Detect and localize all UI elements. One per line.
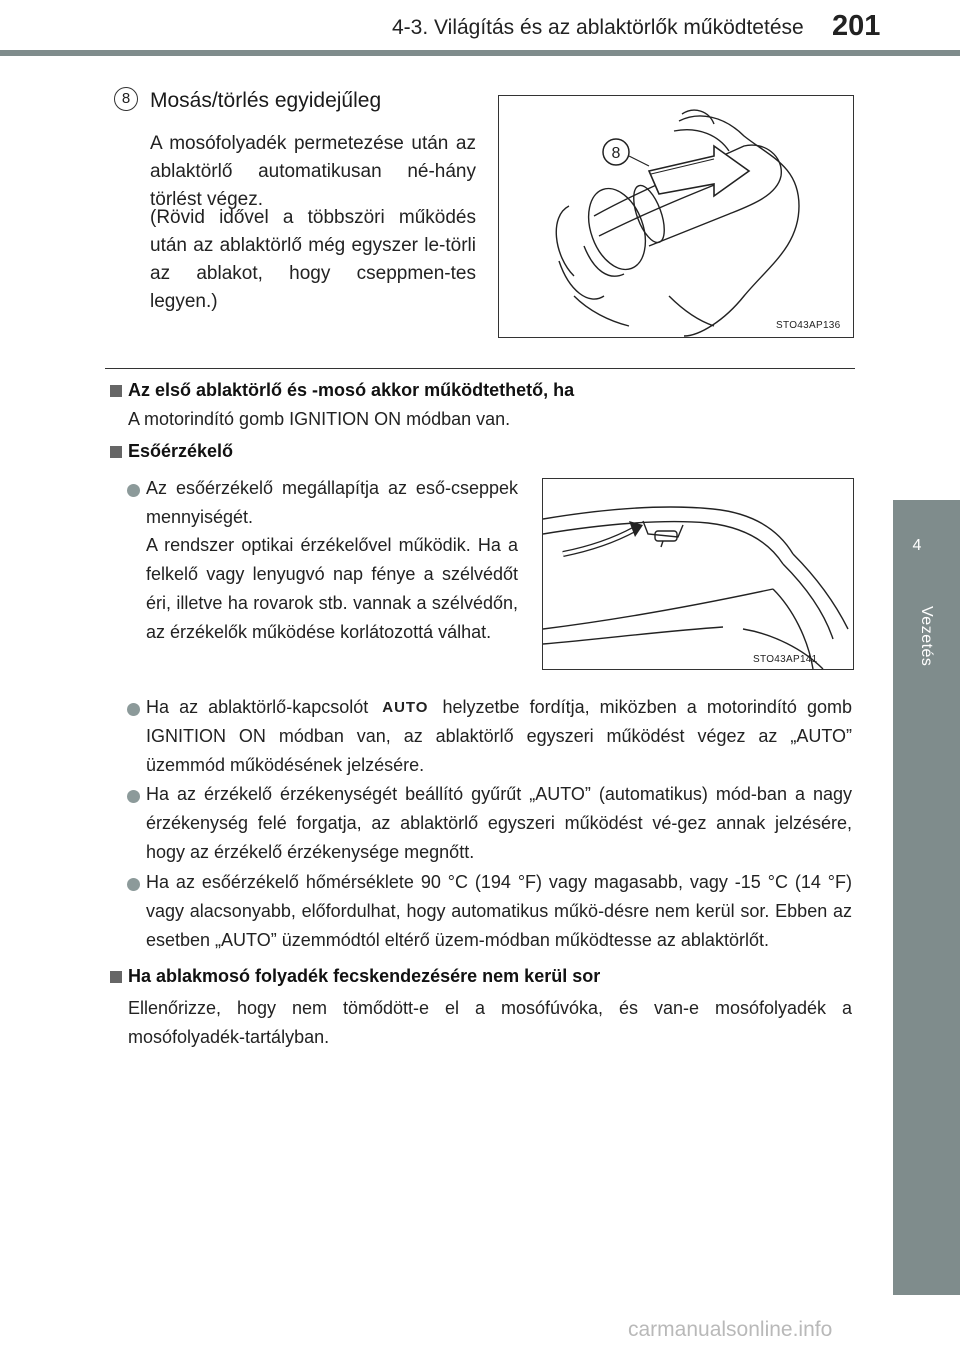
figure-callout-8: 8: [611, 145, 621, 162]
bullet-text: Az esőérzékelő megállapítja az eső-cseppek mennyiségét.: [146, 478, 518, 527]
section-divider: [105, 368, 855, 369]
section-heading: Esőérzékelő: [128, 441, 234, 461]
windshield-illustration: [543, 479, 853, 669]
chapter-number: 4: [912, 537, 922, 554]
wiper-lever-illustration: [499, 96, 853, 337]
bullet-dot: [127, 484, 140, 497]
chapter-label: Vezetés: [918, 606, 935, 667]
bullet-text: Ha az ablaktörlő-kapcsolót: [146, 697, 369, 717]
figure-caption: STO43AP141: [753, 654, 818, 665]
step-title: Mosás/törlés egyidejűleg: [150, 89, 382, 112]
section-square-bullet: [110, 446, 122, 458]
bullet-dot: [127, 703, 140, 716]
bullet-text: Ha az érzékelő érzékenységét beállító gyűrűt „AUTO” (automatikus) mód-ban a nagy érzékenység felé forgatja, az ablaktörlő egyszeri működést vé-gez annak jelzésére, hogy az érzékelő érzékenysége megnőtt.: [146, 784, 852, 862]
section-square-bullet: [110, 971, 122, 983]
step-paragraph-1: A mosófolyadék permetezése után az ablaktörlő automatikusan né-hány törlést végez.: [150, 133, 476, 210]
section-text: A motorindító gomb IGNITION ON módban van.: [128, 409, 511, 429]
step-paragraph-2: (Rövid idővel a többszöri működés után az ablaktörlő még egyszer le-törli az ablakot, hogy cseppmen-tes legyen.): [150, 207, 476, 312]
section-text: Ellenőrizze, hogy nem tömődött-e el a mosófúvóka, és van-e mosófolyadék a mosófolyadék-tartályban.: [128, 998, 852, 1047]
running-header-title: 4-3. Világítás és az ablaktörlők működtetése: [392, 16, 804, 39]
bullet-text: Ha az esőérzékelő hőmérséklete 90 °C (194 °F) vagy magasabb, vagy -15 °C (14 °F) vagy alacsonyabb, előfordulhat, hogy automatikus műkö-désre nem kerül sor. Ebben az esetben „AUTO” üzemmódtól eltérő üzem-módban működtesse az ablaktörlőt.: [146, 872, 852, 950]
figure-caption: STO43AP136: [776, 320, 841, 331]
header-rule: [0, 50, 960, 56]
bullet-dot: [127, 878, 140, 891]
bullet-text-auto: [146, 693, 852, 780]
bullet-dot: [127, 790, 140, 803]
bullet-text: A rendszer optikai érzékelővel működik. Ha a felkelő vagy lenyugvó nap fénye a szélvédőt éri, illetve ha rovarok stb. vannak a szélvédőn, az érzékelők működése korlátozottá válhat.: [146, 535, 518, 642]
section-heading: Az első ablaktörlő és -mosó akkor működtethető, ha: [128, 380, 575, 400]
wiper-lever-figure: [498, 95, 854, 338]
auto-switch-glyph: AUTO: [382, 699, 429, 716]
watermark: carmanualsonline.info: [628, 1318, 833, 1341]
section-heading: Ha ablakmosó folyadék fecskendezésére nem kerül sor: [128, 966, 601, 986]
page-number: 201: [832, 10, 881, 42]
step-number-badge: 8: [114, 87, 138, 111]
bullet-text: helyzetbe fordítja, miközben a motorindító gomb IGNITION ON módban van, az ablaktörlő egyszeri működést végez az „AUTO” üzemmód működésének jelzésére.: [146, 697, 852, 775]
section-square-bullet: [110, 385, 122, 397]
rain-sensor-figure: [542, 478, 854, 670]
